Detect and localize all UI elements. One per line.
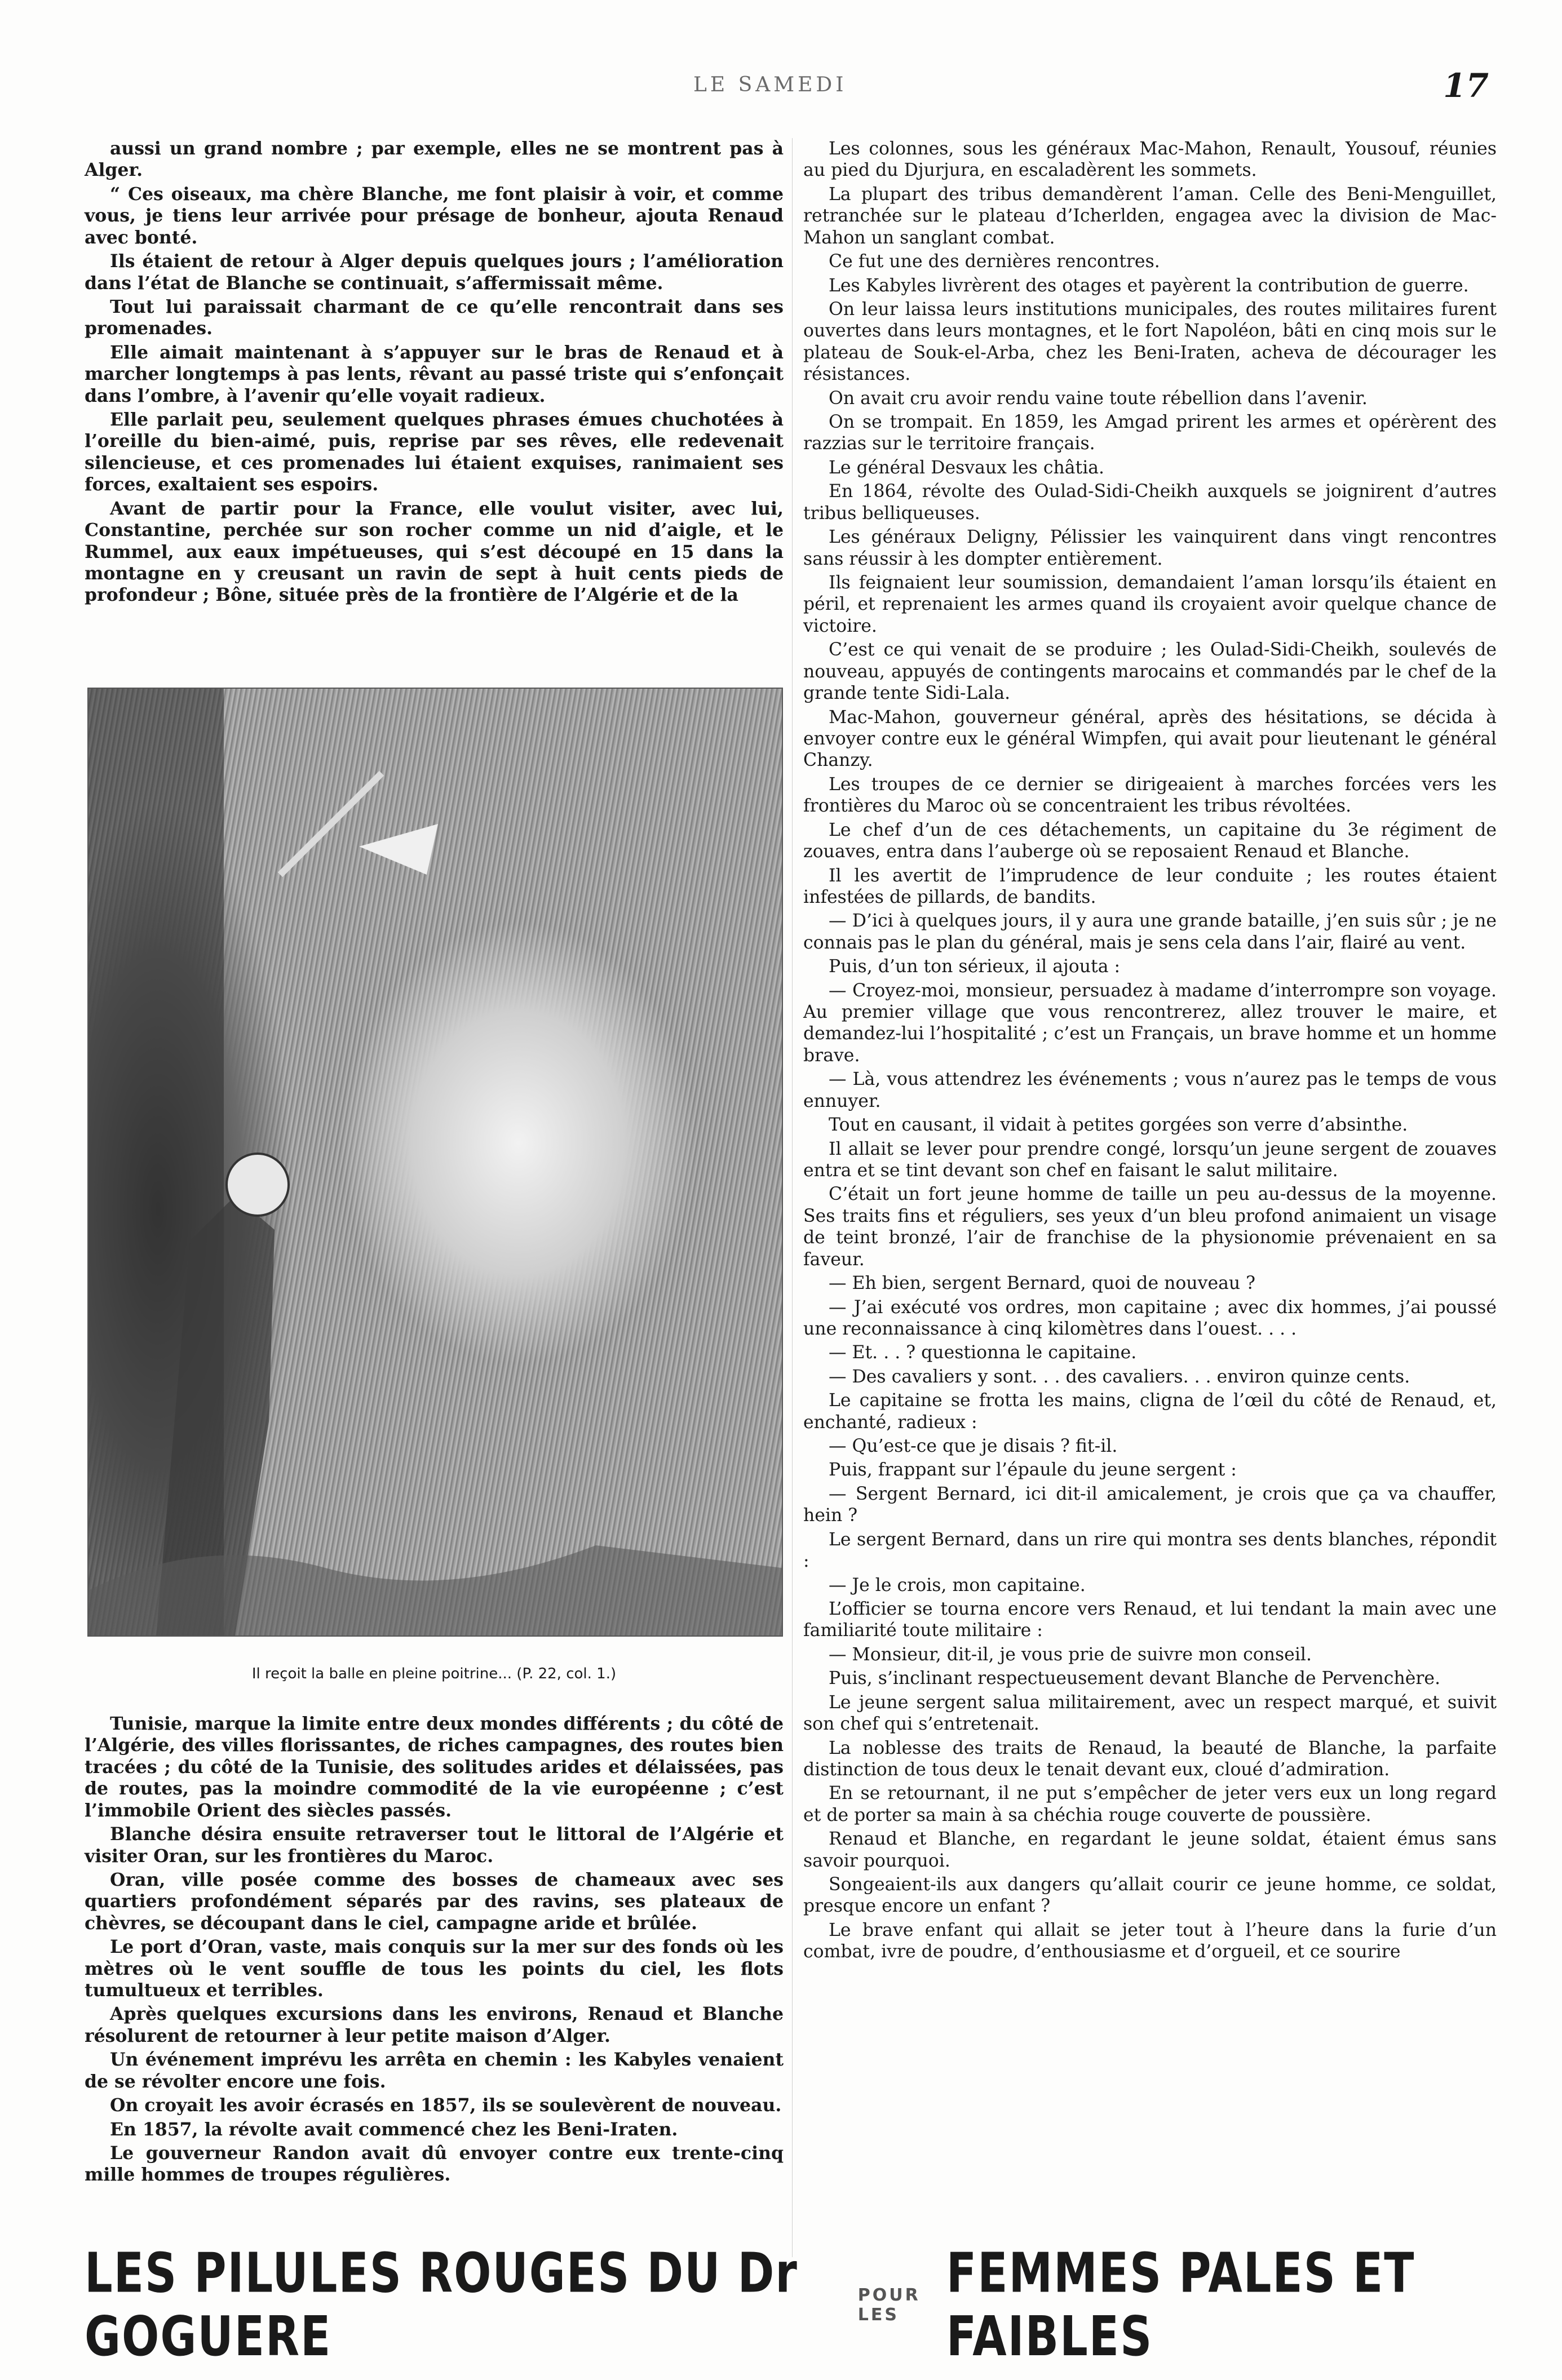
paragraph: On croyait les avoir écrasés en 1857, ils se soulevèrent de nouveau. bbox=[110, 2095, 782, 2116]
paragraph: Ils feignaient leur soumission, demandaient l’aman lorsqu’ils étaient en péril, et reprenaient les armes quand ils croyaient avoir quelque chance de victoire. bbox=[803, 573, 1497, 636]
paragraph: — J’ai exécuté vos ordres, mon capitaine ; avec dix hommes, j’ai poussé une reconnaissance à cinq kilomètres dans l’ouest. . . . bbox=[803, 1297, 1497, 1339]
paragraph: “ Ces oiseaux, ma chère Blanche, me font plaisir à voir, et comme vous, je tiens leur arrivée pour présage de bonheur, ajouta Renaud avec bonté. bbox=[85, 183, 784, 248]
soldier-helmet bbox=[227, 1154, 289, 1216]
paragraph: Les Kabyles livrèrent des otages et payèrent la contribution de guerre. bbox=[829, 275, 1469, 296]
paragraph: Blanche désira ensuite retraverser tout le littoral de l’Algérie et visiter Oran, sur les frontières du Maroc. bbox=[85, 1824, 784, 1867]
paragraph: — Là, vous attendrez les événements ; vous n’aurez pas le temps de vous ennuyer. bbox=[803, 1069, 1497, 1111]
paragraph: On avait cru avoir rendu vaine toute rébellion dans l’avenir. bbox=[829, 388, 1368, 409]
paragraph: Les troupes de ce dernier se dirigeaient à marches forcées vers les frontières du Maroc où se concentraient les tribus révoltées. bbox=[803, 774, 1497, 817]
advert-right-text: FEMMES PALES ET FAIBLES bbox=[946, 2241, 1415, 2369]
paragraph: Ce fut une des dernières rencontres. bbox=[829, 251, 1160, 272]
paragraph: — Et. . . ? questionna le capitaine. bbox=[829, 1342, 1137, 1363]
paragraph: Les généraux Deligny, Pélissier les vainquirent dans vingt rencontres sans réussir à les dompter entièrement. bbox=[803, 527, 1497, 569]
paragraph: En 1864, révolte des Oulad-Sidi-Cheikh auxquels se joignirent d’autres tribus belliqueuses. bbox=[803, 481, 1497, 524]
paragraph: Tout en causant, il vidait à petites gorgées son verre d’absinthe. bbox=[829, 1115, 1408, 1136]
paragraph: Un événement imprévu les arrêta en chemin : les Kabyles venaient de se révolter encore une fois. bbox=[85, 2049, 784, 2092]
paragraph: Oran, ville posée comme des bosses de chameaux avec ses quartiers profondément séparés par des ravins, ses plateaux de chèvres, se découpant dans le ciel, campagne aride et brûlée. bbox=[85, 1869, 784, 1934]
paragraph: Tout lui paraissait charmant de ce qu’elle rencontrait dans ses promenades. bbox=[85, 296, 784, 339]
right-column bbox=[803, 138, 1497, 1965]
paragraph: — Eh bien, sergent Bernard, quoi de nouveau ? bbox=[829, 1273, 1256, 1294]
paragraph: — Monsieur, dit-il, je vous prie de suivre mon conseil. bbox=[829, 1644, 1312, 1665]
paragraph: La noblesse des traits de Renaud, la beauté de Blanche, la parfaite distinction de tous deux le tenait devant eux, cloué d’admiration. bbox=[803, 1738, 1497, 1780]
paragraph: aussi un grand nombre ; par exemple, elles ne se montrent pas à Alger. bbox=[85, 138, 784, 181]
ground bbox=[89, 1545, 782, 1636]
paragraph: Songeaient-ils aux dangers qu’allait courir ce jeune homme, ce soldat, presque encore un enfant ? bbox=[803, 1874, 1497, 1917]
paragraph: C’est ce qui venait de se produire ; les Oulad-Sidi-Cheikh, soulevés de nouveau, appuyés de contingents marocains et commandés par le chef de la grande tente Sidi-Lala. bbox=[803, 640, 1497, 704]
paragraph: Le brave enfant qui allait se jeter tout à l’heure dans la furie d’un combat, ivre de poudre, d’enthousiasme et d’orgueil, et ce sourire bbox=[803, 1920, 1497, 1962]
paragraph: Puis, frappant sur l’épaule du jeune sergent : bbox=[829, 1460, 1237, 1481]
paragraph: Elle parlait peu, seulement quelques phrases émues chuchotées à l’oreille du bien-aimé, puis, reprise par ses rêves, elle redevenait silencieuse, et ces promenades lui étaient exquises, ranimaient ses forces, exaltaient ses espoirs. bbox=[85, 409, 784, 495]
paragraph: Le chef d’un de ces détachements, un capitaine du 3e régiment de zouaves, entra dans l’auberge où se reposaient Renaud et Blanche. bbox=[803, 819, 1497, 862]
engraving-illustration bbox=[87, 688, 783, 1637]
paragraph: Elle aimait maintenant à s’appuyer sur le bras de Renaud et à marcher longtemps à pas lents, rêvant au passé triste qui s’enfonçait dans l’ombre, à l’avenir qu’elle voyait radieux. bbox=[85, 342, 784, 406]
paragraph: Le gouverneur Randon avait dû envoyer contre eux trente-cinq mille hommes de troupes régulières. bbox=[85, 2143, 784, 2186]
advert-middle-text: POUR LES bbox=[857, 2285, 921, 2325]
paragraph: Le capitaine se frotta les mains, cligna de l’œil du côté de Renaud, et, enchanté, radieux : bbox=[803, 1390, 1497, 1433]
paragraph: — Des cavaliers y sont. . . des cavaliers. . . environ quinze cents. bbox=[829, 1366, 1410, 1387]
paragraph: — D’ici à quelques jours, il y aura une grande bataille, j’en suis sûr ; je ne connais pas le plan du général, mais je sens cela dans l’air, flairé au vent. bbox=[803, 911, 1497, 953]
paragraph: — Sergent Bernard, ici dit-il amicalement, je crois que ça va chauffer, hein ? bbox=[803, 1483, 1497, 1526]
paragraph: En se retournant, il ne put s’empêcher de jeter vers eux un long regard et de porter sa main à sa chéchia rouge couverte de poussière. bbox=[803, 1783, 1497, 1825]
running-title: LE SAMEDI bbox=[693, 73, 847, 96]
paragraph: Renaud et Blanche, en regardant le jeune soldat, étaient émus sans savoir pourquoi. bbox=[803, 1829, 1497, 1871]
paragraph: On leur laissa leurs institutions municipales, des routes militaires furent ouvertes dans leurs montagnes, et le fort Napoléon, bâti en cinq mois sur le plateau de Souk-el-Arba, chez les Beni-Iraten, acheva de décourager les résistances. bbox=[803, 299, 1497, 385]
paragraph: Tunisie, marque la limite entre deux mondes différents ; du côté de l’Algérie, des villes florissantes, de riches campagnes, des routes bien tracées ; du côté de la Tunisie, des solitudes arides et délaissées, pas de routes, pas la moindre commodité de la vie européenne ; c’est l’immobile Orient des siècles passés. bbox=[85, 1713, 784, 1821]
paragraph: Il allait se lever pour prendre congé, lorsqu’un jeune sergent de zouaves entra et se tint devant son chef en faisant le salut militaire. bbox=[803, 1138, 1497, 1181]
paragraph: Puis, d’un ton sérieux, il ajouta : bbox=[829, 956, 1121, 977]
paragraph: Il les avertit de l’imprudence de leur conduite ; les routes étaient infestées de pillards, de bandits. bbox=[803, 865, 1497, 907]
paragraph: Le sergent Bernard, dans un rire qui montra ses dents blanches, répondit : bbox=[803, 1529, 1497, 1572]
paragraph: On se trompait. En 1859, les Amgad prirent les armes et opérèrent des razzias sur le territoire français. bbox=[803, 412, 1497, 454]
paragraph: Avant de partir pour la France, elle voulut visiter, avec lui, Constantine, perchée sur son rocher comme un nid d’aigle, et le Rummel, aux eaux impétueuses, qui s’est découpé en 15 dans la montagne en y creusant un ravin de sept à huit cents pieds de profondeur ; Bône, située près de la frontière de l’Algérie et de la bbox=[85, 498, 784, 606]
paragraph: — Je le crois, mon capitaine. bbox=[829, 1575, 1086, 1595]
paragraph: Puis, s’inclinant respectueusement devant Blanche de Pervenchère. bbox=[829, 1668, 1441, 1689]
advertisement-banner bbox=[85, 2241, 1494, 2369]
left-column-bottom bbox=[85, 1713, 784, 2188]
raised-sword bbox=[280, 773, 382, 875]
paragraph: C’était un fort jeune homme de taille un peu au-dessus de la moyenne. Ses traits fins et réguliers, ses yeux d’un bleu profond animaient un visage de teint bronzé, l’air de franchise de la physionomie prévenaient en sa faveur. bbox=[803, 1184, 1497, 1270]
advert-left-text: LES PILULES ROUGES DU Dr GOGUERE bbox=[85, 2241, 798, 2369]
paragraph: Les colonnes, sous les généraux Mac-Mahon, Renault, Yousouf, réunies au pied du Djurjura, en escaladèrent les sommets. bbox=[803, 139, 1497, 181]
paragraph: L’officier se tourna encore vers Renaud, et lui tendant la main avec une familiarité toute militaire : bbox=[803, 1599, 1497, 1641]
paragraph: La plupart des tribus demandèrent l’aman. Celle des Beni-Menguillet, retranchée sur le plateau d’Icherlden, engagea avec la division de Mac-Mahon un sanglant combat. bbox=[803, 184, 1497, 248]
left-column-top bbox=[85, 138, 784, 609]
paragraph: Ils étaient de retour à Alger depuis quelques jours ; l’amélioration dans l’état de Blanche se continuait, s’affermissait même. bbox=[85, 251, 784, 294]
rider-figure bbox=[359, 824, 438, 875]
page-number: 17 bbox=[1443, 67, 1489, 105]
column-divider bbox=[792, 138, 793, 2257]
engraving-drawing bbox=[89, 689, 782, 1636]
paragraph: Après quelques excursions dans les environs, Renaud et Blanche résolurent de retourner à leur petite maison d’Alger. bbox=[85, 2004, 784, 2046]
paragraph: En 1857, la révolte avait commencé chez les Beni-Iraten. bbox=[110, 2118, 678, 2140]
paragraph: Le général Desvaux les châtia. bbox=[829, 457, 1105, 478]
paragraph: Mac-Mahon, gouverneur général, après des hésitations, se décida à envoyer contre eux le général Wimpfen, qui avait pour lieutenant le général Chanzy. bbox=[803, 707, 1497, 771]
paragraph: — Croyez-moi, monsieur, persuadez à madame d’interrompre son voyage. Au premier village que vous rencontrerez, allez trouver le maire, et demandez-lui l’hospitalité ; c’est un Français, un brave homme et un homme brave. bbox=[803, 980, 1497, 1066]
paragraph: — Qu’est-ce que je disais ? fit-il. bbox=[829, 1436, 1118, 1457]
illustration-caption: Il reçoit la balle en pleine poitrine... (P. 22, col. 1.) bbox=[251, 1665, 617, 1682]
paragraph: Le jeune sergent salua militairement, avec un respect marqué, et suivit son chef qui s’entretenait. bbox=[803, 1692, 1497, 1735]
paragraph: Le port d’Oran, vaste, mais conquis sur la mer sur des fonds où les mètres où le vent souffle de tous les points du ciel, les flots tumultueux et terribles. bbox=[85, 1936, 784, 2001]
